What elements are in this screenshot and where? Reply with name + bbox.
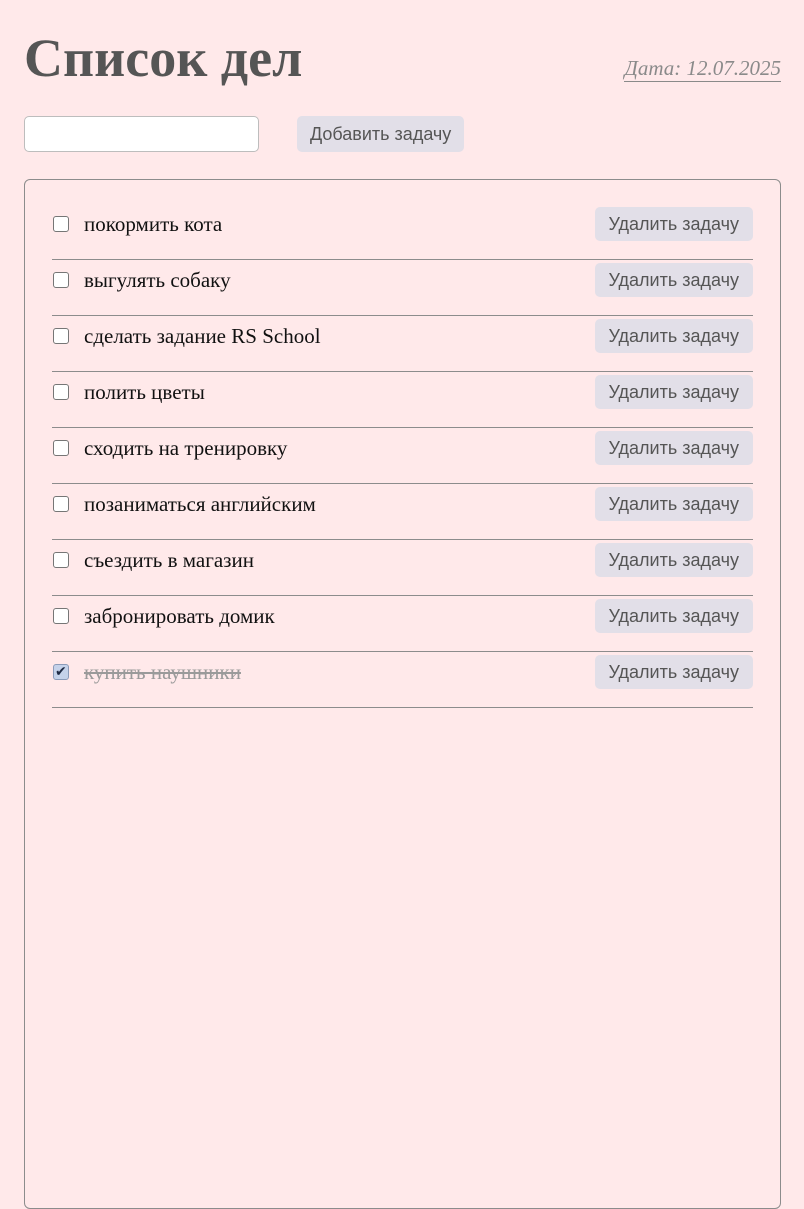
task-text: полить цветы <box>84 380 205 404</box>
task-checkbox[interactable] <box>53 496 69 512</box>
task-checkbox[interactable] <box>53 384 69 400</box>
task-input[interactable] <box>24 116 259 152</box>
task-checkbox[interactable] <box>53 440 69 456</box>
task-list <box>52 204 753 708</box>
delete-task-button[interactable]: Удалить задачу <box>595 207 753 241</box>
delete-task-button[interactable]: Удалить задачу <box>595 375 753 409</box>
delete-task-button[interactable]: Удалить задачу <box>595 319 753 353</box>
task-checkbox[interactable] <box>53 272 69 288</box>
page-title: Список дел <box>24 28 303 88</box>
task-item <box>52 484 753 540</box>
task-text: забронировать домик <box>84 604 275 628</box>
task-checkbox-checked[interactable] <box>53 664 69 680</box>
task-item <box>52 372 753 428</box>
task-checkbox[interactable] <box>53 216 69 232</box>
date-label: Дата: 12.07.2025 <box>624 56 781 80</box>
task-checkbox[interactable] <box>53 328 69 344</box>
delete-task-button[interactable]: Удалить задачу <box>595 487 753 521</box>
task-text: съездить в магазин <box>84 548 254 572</box>
task-item <box>52 428 753 484</box>
header <box>24 0 781 100</box>
task-list-panel <box>24 179 781 1209</box>
delete-task-button[interactable]: Удалить задачу <box>595 543 753 577</box>
delete-task-button[interactable]: Удалить задачу <box>595 431 753 465</box>
task-item <box>52 596 753 652</box>
delete-task-button[interactable]: Удалить задачу <box>595 599 753 633</box>
task-text: покормить кота <box>84 212 223 236</box>
task-item <box>52 540 753 596</box>
task-text: выгулять собаку <box>84 268 231 292</box>
task-checkbox[interactable] <box>53 552 69 568</box>
delete-task-button[interactable]: Удалить задачу <box>595 263 753 297</box>
task-text: сделать задание RS School <box>84 324 321 348</box>
task-item <box>52 260 753 316</box>
task-text: сходить на тренировку <box>84 436 288 460</box>
task-text: позаниматься английским <box>84 492 316 516</box>
task-item <box>52 204 753 260</box>
delete-task-button[interactable]: Удалить задачу <box>595 655 753 689</box>
task-item <box>52 652 753 708</box>
task-text-done: купить наушники <box>84 660 241 684</box>
task-checkbox[interactable] <box>53 608 69 624</box>
add-task-button[interactable]: Добавить задачу <box>297 116 464 152</box>
task-item <box>52 316 753 372</box>
